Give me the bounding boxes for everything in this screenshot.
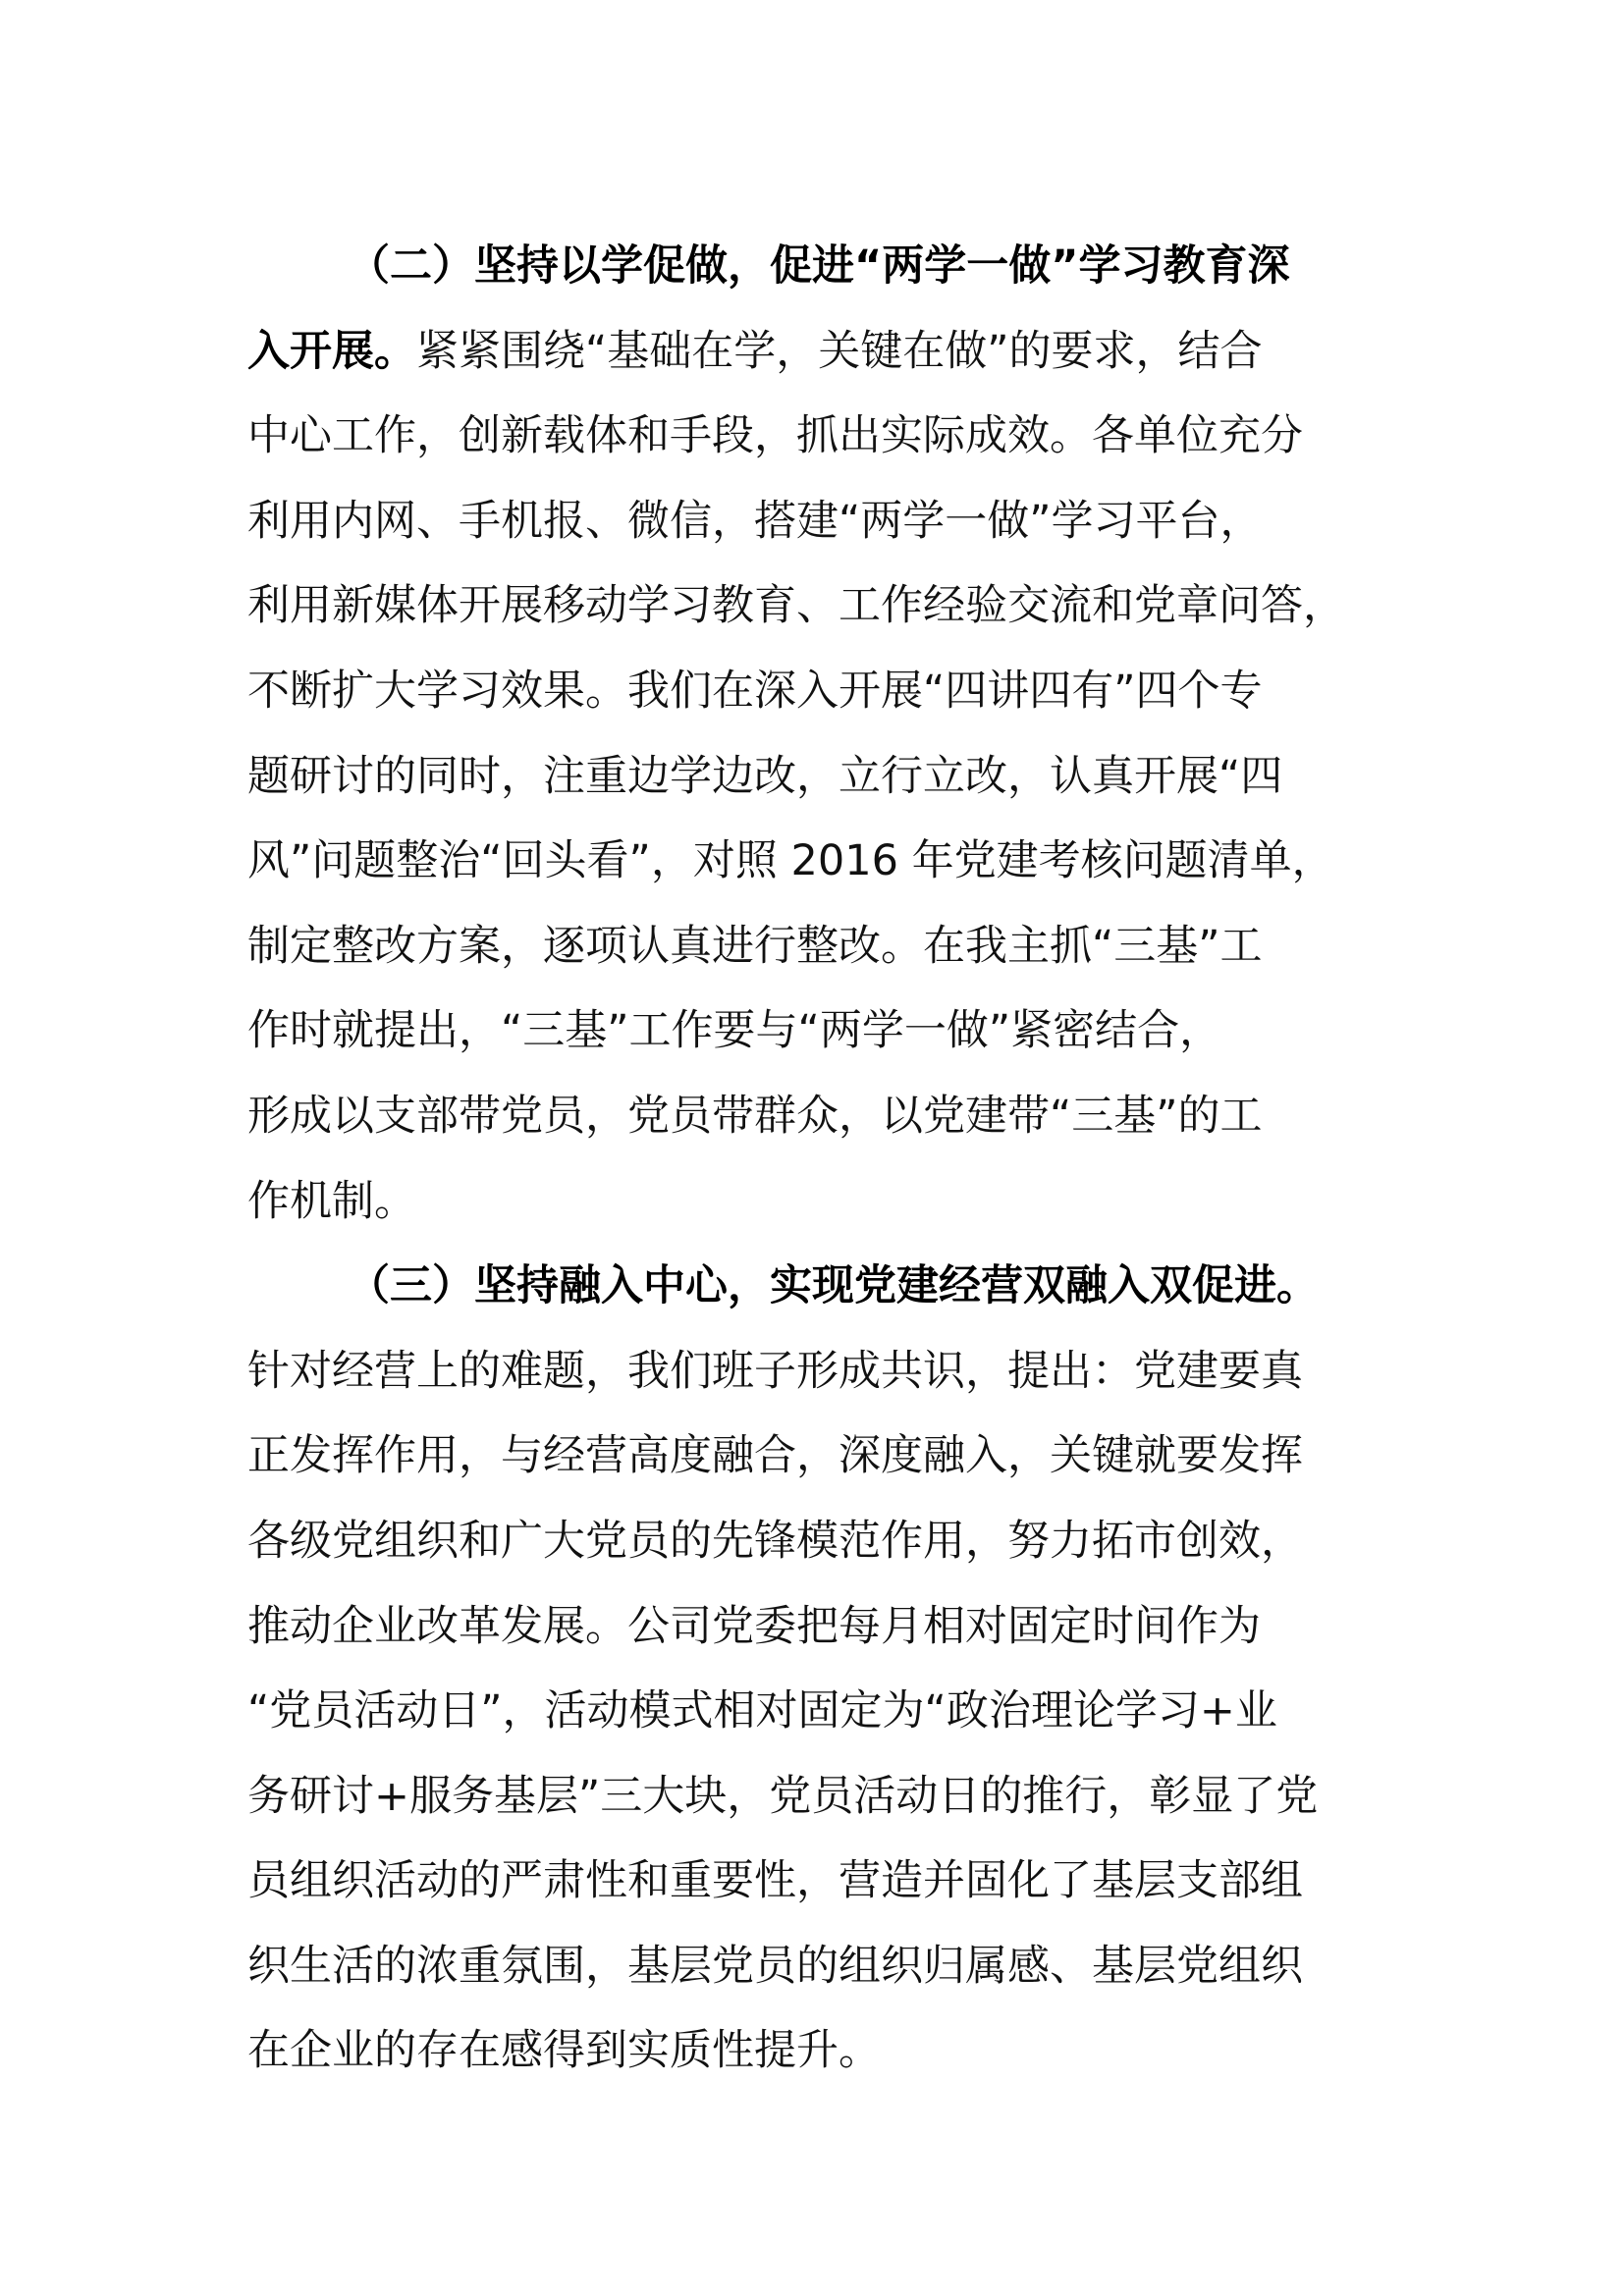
paragraph-text: 紧紧围绕“基础在学，关键在做”的要求，结合 <box>416 326 1263 376</box>
paragraph-line: 织生活的浓重氛围，基层党员的组织归属感、基层党组织 <box>247 1941 1303 1991</box>
section2-heading: （二）坚持以学促做，促进“两学一做”学习教育深 <box>348 241 1290 291</box>
paragraph-line: 利用内网、手机报、微信，搭建“两学一做”学习平台， <box>247 496 1263 546</box>
paragraph-line: 形成以支部带党员，党员带群众，以党建带“三基”的工 <box>247 1091 1263 1141</box>
paragraph-line: 正发挥作用，与经营高度融合，深度融入，关键就要发挥 <box>247 1431 1303 1481</box>
paragraph-line: “党员活动日”，活动模式相对固定为“政治理论学习+业 <box>247 1686 1277 1736</box>
document-body <box>247 224 1406 2094</box>
paragraph-line: 不断扩大学习效果。我们在深入开展“四讲四有”四个专 <box>247 666 1263 716</box>
paragraph-line: 在企业的存在感得到实质性提升。 <box>247 2026 881 2076</box>
paragraph-line: 作机制。 <box>247 1176 416 1226</box>
paragraph-line <box>247 309 1406 395</box>
paragraph-line: 题研讨的同时，注重边学边改，立行立改，认真开展“四 <box>247 751 1283 801</box>
paragraph-line: 作时就提出，“三基”工作要与“两学一做”紧密结合， <box>247 1006 1222 1056</box>
paragraph-line: 制定整改方案，逐项认真进行整改。在我主抓“三基”工 <box>247 921 1263 971</box>
section3-heading: （三）坚持融入中心，实现党建经营双融入双促进。 <box>348 1261 1319 1311</box>
section2-heading-end: 入开展。 <box>247 326 416 376</box>
paragraph-line: 各级党组织和广大党员的先锋模范作用，努力拓市创效， <box>247 1516 1303 1566</box>
paragraph-line: 风”问题整治“回头看”，对照 2016 年党建考核问题清单， <box>247 836 1334 886</box>
paragraph-line: 利用新媒体开展移动学习教育、工作经验交流和党章问答， <box>247 581 1345 631</box>
paragraph-line: 中心工作，创新载体和手段，抓出实际成效。各单位充分 <box>247 411 1303 461</box>
paragraph-line: 推动企业改革发展。公司党委把每月相对固定时间作为 <box>247 1601 1261 1651</box>
paragraph-line: 务研讨+服务基层”三大块，党员活动日的推行，彰显了党 <box>247 1771 1319 1821</box>
paragraph-line: 针对经营上的难题，我们班子形成共识，提出：党建要真 <box>247 1346 1303 1396</box>
paragraph-line: 员组织活动的严肃性和重要性，营造并固化了基层支部组 <box>247 1856 1303 1906</box>
